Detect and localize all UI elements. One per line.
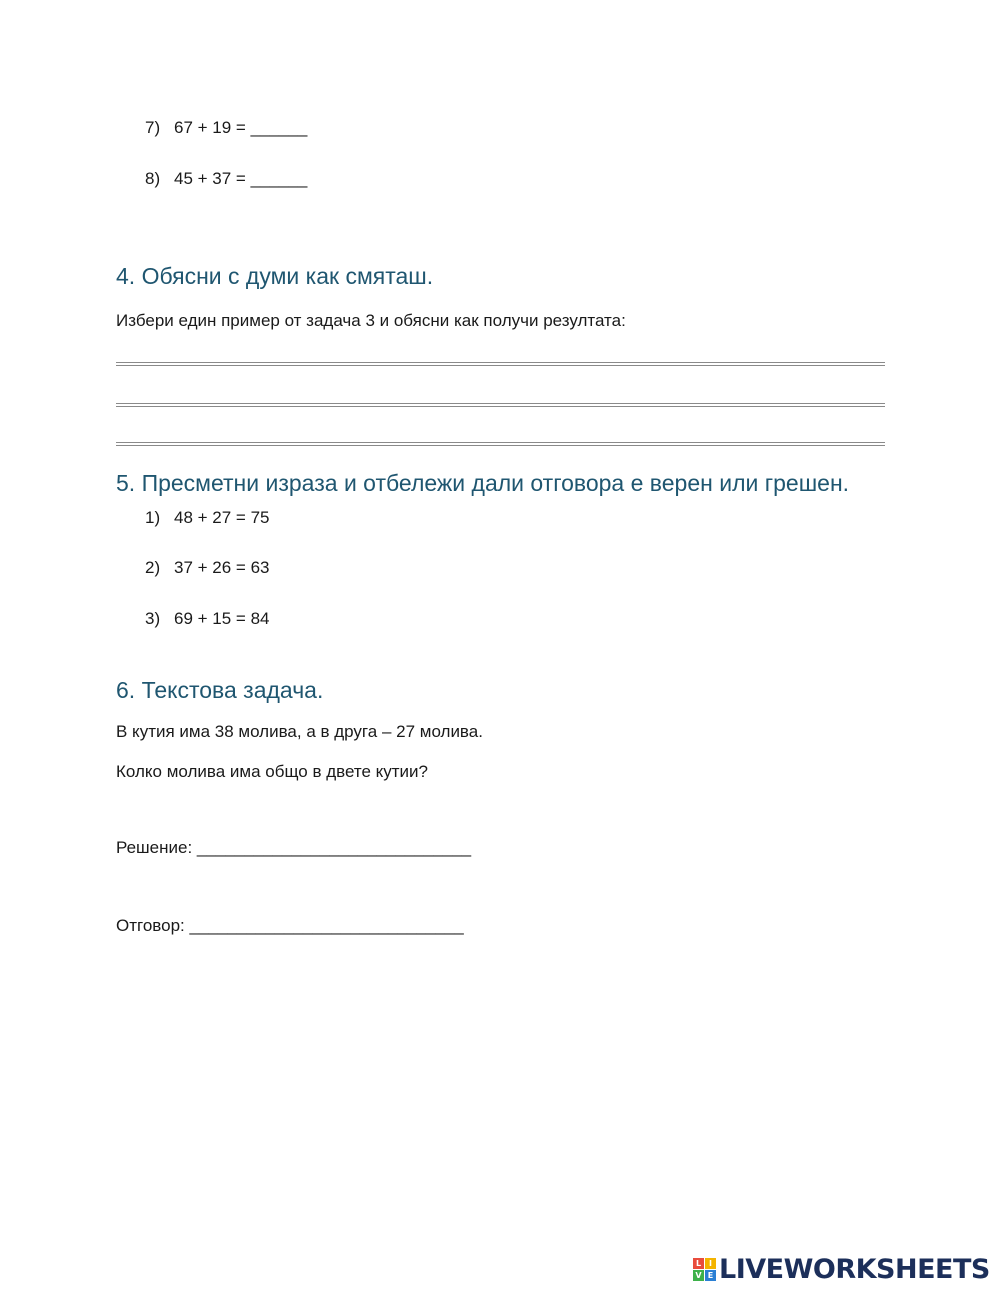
logo-icon <box>693 1258 716 1281</box>
item-expression: 45 + 37 = ______ <box>174 169 308 188</box>
item-number: 8) <box>145 169 161 188</box>
list-item <box>145 508 269 528</box>
logo-icon-letter: L <box>693 1258 704 1269</box>
list-item <box>145 609 269 629</box>
answer-line[interactable] <box>116 442 885 446</box>
solution-field[interactable]: Решение: _____________________________ <box>116 838 472 857</box>
task5-heading: 5. Пресметни израза и отбележи дали отговора е верен или грешен. <box>116 470 850 496</box>
logo-text: LIVEWORKSHEETS <box>719 1253 990 1285</box>
item-expression: 48 + 27 = 75 <box>174 508 270 527</box>
item-number: 2) <box>145 558 161 577</box>
task4-instruction: Избери един пример от задача 3 и обясни как получи резултата: <box>116 311 626 330</box>
logo-icon-letter: I <box>705 1258 716 1269</box>
task6-heading: 6. Текстова задача. <box>116 677 324 703</box>
task4-heading: 4. Обясни с думи как смяташ. <box>116 263 434 289</box>
item-expression: 69 + 15 = 84 <box>174 609 270 628</box>
answer-field[interactable]: Отговор: _____________________________ <box>116 916 464 935</box>
answer-line[interactable] <box>116 362 885 366</box>
list-item <box>145 118 307 138</box>
item-number: 1) <box>145 508 161 527</box>
task6-line2: Колко молива има общо в двете кутии? <box>116 762 428 781</box>
list-item <box>145 169 307 189</box>
list-item <box>145 558 269 578</box>
logo-icon-letter: E <box>705 1270 716 1281</box>
item-number: 7) <box>145 118 161 137</box>
answer-line[interactable] <box>116 403 885 407</box>
logo-icon-letter: V <box>693 1270 704 1281</box>
item-expression: 37 + 26 = 63 <box>174 558 270 577</box>
task6-line1: В кутия има 38 молива, а в друга – 27 молива. <box>116 722 483 741</box>
item-expression: 67 + 19 = ______ <box>174 118 308 137</box>
item-number: 3) <box>145 609 161 628</box>
liveworksheets-logo <box>693 1254 990 1284</box>
